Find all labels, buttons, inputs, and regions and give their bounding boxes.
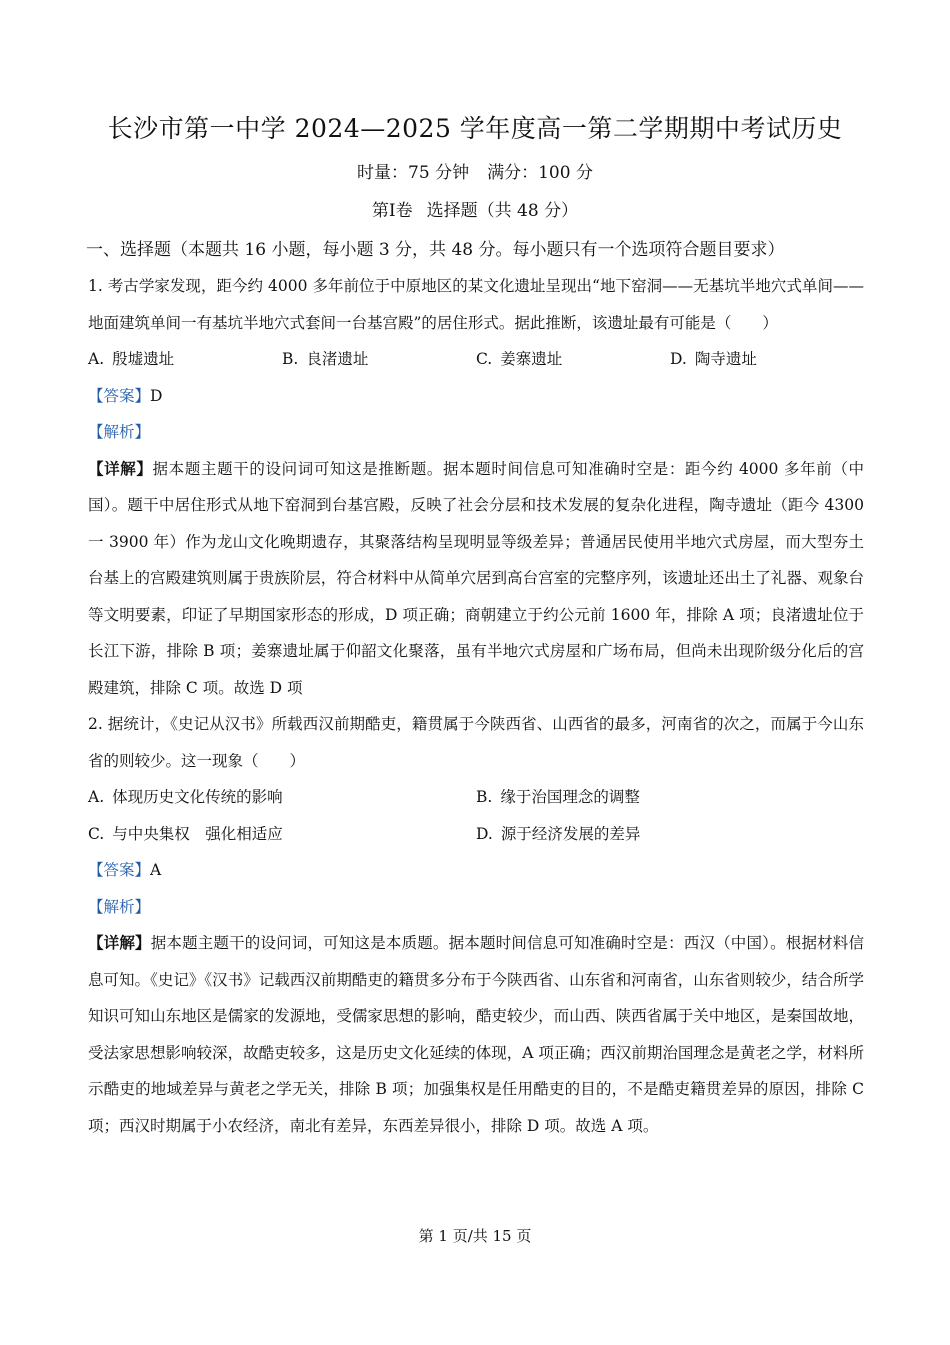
option-b: [282, 341, 476, 378]
option-text: 姜寨遗址: [500, 350, 563, 368]
analysis-line: [88, 414, 864, 451]
page-title: 长沙市第一中学 2024—2025 学年度高一第二学期期中考试历史: [107, 114, 843, 143]
detail-paragraph: [88, 451, 864, 707]
answer-value: D: [150, 386, 163, 405]
detail-text: 据本题主题干的设问词可知这是推断题。据本题时间信息可知准确时空是：距今约 4000 多年前（中国）。题干中居住形式从地下窑洞到台基宫殿，反映了社会分层和技术发展的复杂化进程，陶寺遗址（距今 4300 一 3900 年）作为龙山文化晚期遗存，其聚落结构呈现明显等级差异；普通居民使用半地穴式房屋，而大型夯土台基上的宫殿建筑则属于贵族阶层，符合材料中从简单穴居到高台宫室的完整序列，该遗址还出土了礼器、观象台等文明要素，印证了早期国家形态的形成，D 项正确；商朝建立于约公元前 1600 年，排除 A 项；良渚遗址位于长江下游，排除 B 项；姜寨遗址属于仰韶文化聚落，虽有半地穴式房屋和广场布局，但尚未出现阶级分化后的宫殿建筑，排除 C 项。故选 D 项: [88, 459, 864, 697]
volume-heading: [0, 198, 950, 224]
option-letter: A.: [88, 788, 105, 806]
answer-tag: 【答案】: [88, 861, 151, 879]
option-text: 缘于治国理念的调整: [500, 788, 640, 806]
option-text: 良渚遗址: [306, 350, 369, 368]
exam-content: [88, 232, 864, 1144]
answer-tag: 【答案】: [88, 386, 151, 405]
option-letter: B.: [476, 788, 493, 806]
option-d: [670, 341, 864, 378]
option-c: [88, 816, 476, 853]
option-a: [88, 779, 476, 816]
option-letter: B.: [282, 350, 299, 368]
detail-tag: 【详解】: [88, 458, 153, 478]
answer-value: A: [150, 861, 162, 879]
page-footer: 第 1 页/共 15 页: [418, 1227, 532, 1245]
option-row: [88, 779, 864, 816]
question-stem: 1. 考古学家发现，距今约 4000 多年前位于中原地区的某文化遗址呈现出“地下窑洞——无基坑半地穴式单间——地面建筑单间一有基坑半地穴式套间一台基宫殿”的居住形式。据此推断，该遗址最有可能是（ ）: [88, 277, 864, 332]
answer-line: [88, 852, 864, 889]
option-text: 殷墟遗址: [112, 350, 175, 368]
volume-label: 第Ⅰ卷: [371, 201, 413, 221]
detail-tag: 【详解】: [88, 933, 151, 952]
detail-text: 据本题主题干的设问词，可知这是本质题。据本题时间信息可知准确时空是：西汉（中国）。根据材料信息可知。《史记》《汉书》记载西汉前期酷吏的籍贯多分布于今陕西省、山东省和河南省，山东省则较少，结合所学知识可知山东地区是儒家的发源地，受儒家思想的影响，酷吏较少，而山西、陕西省属于关中地区，是秦国故地，受法家思想影响较深，故酷吏较多，这是历史文化延续的体现，A 项正确；西汉前期治国理念是黄老之学，材料所示酷吏的地域差异与黄老之学无关，排除 B 项；加强集权是任用酷吏的目的，不是酷吏籍贯差异的原因，排除 C 项；西汉时期属于小农经济，南北有差异，东西差异很小，排除 D 项。故选 A 项。: [88, 934, 864, 1135]
option-list: [88, 341, 864, 378]
option-letter: D.: [670, 350, 687, 368]
option-letter: C.: [88, 824, 105, 843]
option-text: 体现历史文化传统的影响: [112, 788, 283, 806]
option-a: [88, 341, 282, 378]
option-text: 源于经济发展的差异: [500, 824, 641, 843]
volume-subtitle: 选择题（共 48 分）: [426, 201, 579, 221]
question-1: [88, 268, 864, 706]
option-text: 与中央集权 强化相适应: [112, 824, 283, 843]
detail-paragraph: [88, 925, 864, 1144]
section-heading: 一、选择题（本题共 16 小题，每小题 3 分，共 48 分。每小题只有一个选项符合题目要求）: [86, 240, 785, 260]
option-d: [476, 816, 864, 853]
option-letter: A.: [88, 350, 105, 368]
answer-line: [88, 378, 864, 415]
option-text: 陶寺遗址: [694, 350, 757, 368]
score-label: 满分：100 分: [487, 163, 593, 183]
analysis-line: [88, 889, 864, 926]
question-2: [88, 706, 864, 1144]
time-label: 时量：75 分钟: [357, 163, 470, 183]
analysis-tag: 【解析】: [88, 897, 151, 916]
analysis-tag: 【解析】: [88, 423, 151, 441]
option-b: [476, 779, 864, 816]
option-letter: C.: [476, 350, 493, 368]
exam-meta: [0, 160, 950, 186]
option-row: [88, 816, 864, 853]
option-letter: D.: [476, 824, 493, 843]
option-c: [476, 341, 670, 378]
question-stem: 2. 据统计，《史记从汉书》所载西汉前期酷吏，籍贯属于今陕西省、山西省的最多，河南省的次之，而属于今山东省的则较少。这一现象（ ）: [88, 715, 864, 770]
